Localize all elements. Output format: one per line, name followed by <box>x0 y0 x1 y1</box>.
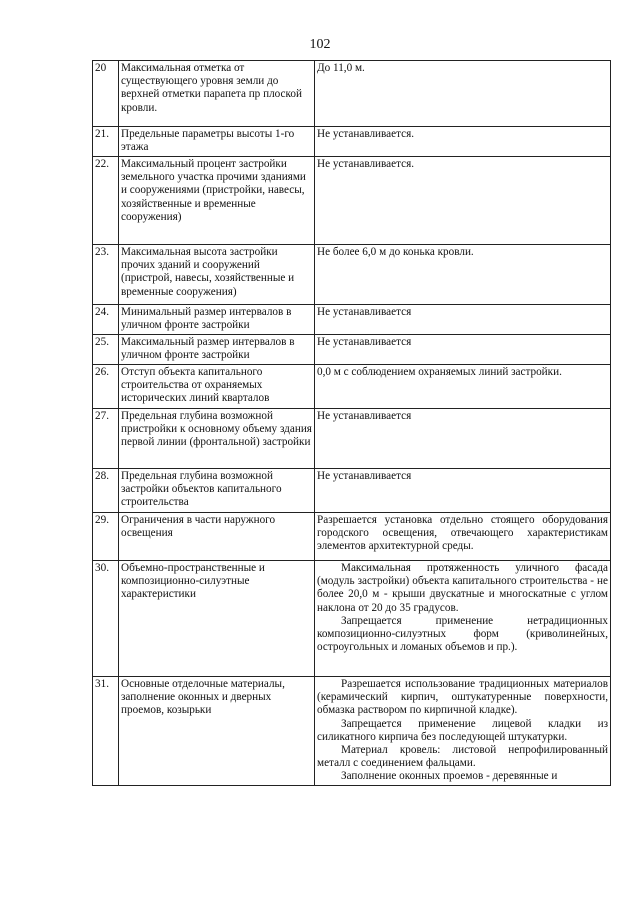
row-number: 23. <box>93 245 119 305</box>
value-paragraph: 0,0 м с соблюдением охраняемых линий застройки. <box>317 366 562 378</box>
parameter-value <box>315 335 611 365</box>
value-paragraph: Не устанавливается <box>317 470 412 482</box>
value-paragraph: Разрешается использование традиционных материалов (керамический кирпич, оштукатуренные поверхности, обмазка раствором по кирпичной кладке). <box>317 678 608 717</box>
row-number: 20 <box>93 61 119 127</box>
table-row <box>93 469 611 513</box>
row-number: 21. <box>93 127 119 157</box>
parameter-value <box>315 245 611 305</box>
row-number: 29. <box>93 513 119 561</box>
value-paragraph: Не более 6,0 м до конька кровли. <box>317 246 474 258</box>
scan-edge-marks <box>612 833 626 883</box>
parameter-name: Предельные параметры высоты 1-го этажа <box>119 127 315 157</box>
parameter-value <box>315 305 611 335</box>
parameter-value <box>315 127 611 157</box>
value-paragraph: Запрещается применение лицевой кладки из силикатного кирпича без последующей штукатурки. <box>317 717 608 743</box>
parameter-value <box>315 561 611 677</box>
parameter-name: Предельная глубина возможной застройки объектов капитального строительства <box>119 469 315 513</box>
table-row <box>93 409 611 469</box>
table-row <box>93 61 611 127</box>
parameter-value <box>315 157 611 245</box>
parameter-name: Предельная глубина возможной пристройки к основному объему здания первой линии (фронтальной) застройки <box>119 409 315 469</box>
value-paragraph: Максимальная протяженность уличного фасада (модуль застройки) объекта капитального строительства - не более 20,0 м - крыши двускатные и многоскатные с углом наклона от 20 до 35 градусов. <box>317 562 608 614</box>
row-number: 24. <box>93 305 119 335</box>
parameter-value <box>315 61 611 127</box>
parameter-name: Максимальная высота застройки прочих зданий и сооружений (пристрой, навесы, хозяйственные и временные сооружения) <box>119 245 315 305</box>
table-row <box>93 335 611 365</box>
table-body <box>93 61 611 786</box>
parameter-name: Минимальный размер интервалов в уличном фронте застройки <box>119 305 315 335</box>
parameter-value <box>315 677 611 786</box>
table-row <box>93 245 611 305</box>
row-number: 26. <box>93 365 119 409</box>
row-number: 27. <box>93 409 119 469</box>
parameter-name: Отступ объекта капитального строительства от охраняемых исторических линий кварталов <box>119 365 315 409</box>
row-number: 22. <box>93 157 119 245</box>
value-paragraph: Не устанавливается. <box>317 158 415 170</box>
table-row <box>93 561 611 677</box>
parameter-name: Ограничения в части наружного освещения <box>119 513 315 561</box>
regulations-table <box>92 60 611 786</box>
table-row <box>93 157 611 245</box>
parameter-value <box>315 365 611 409</box>
parameter-name: Объемно-пространственные и композиционно-силуэтные характеристики <box>119 561 315 677</box>
table-row <box>93 677 611 786</box>
value-paragraph: Материал кровель: листовой непрофилированный металл с соединением фальцами. <box>317 744 608 770</box>
parameter-value <box>315 409 611 469</box>
value-paragraph: Не устанавливается <box>317 306 412 318</box>
row-number: 30. <box>93 561 119 677</box>
row-number: 28. <box>93 469 119 513</box>
parameter-name: Максимальный процент застройки земельного участка прочими зданиями и сооружениями (пристройки, навесы, хозяйственные и временные сооружения) <box>119 157 315 245</box>
table-row <box>93 513 611 561</box>
value-paragraph: Не устанавливается. <box>317 128 415 140</box>
row-number: 31. <box>93 677 119 786</box>
parameter-value <box>315 469 611 513</box>
parameter-value <box>315 513 611 561</box>
value-paragraph: Запрещается применение нетрадиционных композиционно-силуэтных форм (криволинейных, остроугольных и ломаных объемов и пр.). <box>317 614 608 654</box>
row-number: 25. <box>93 335 119 365</box>
parameter-name: Максимальный размер интервалов в уличном фронте застройки <box>119 335 315 365</box>
page-number: 102 <box>309 37 331 52</box>
value-paragraph: Заполнение оконных проемов - деревянные и <box>341 770 558 783</box>
value-paragraph: До 11,0 м. <box>317 62 365 74</box>
value-paragraph: Не устанавливается <box>317 410 412 422</box>
table-row <box>93 305 611 335</box>
value-paragraph: Разрешается установка отдельно стоящего оборудования городского освещения, отвечающего характеристикам элементов архитектурной среды. <box>317 514 608 553</box>
parameter-name: Основные отделочные материалы, заполнение оконных и дверных проемов, козырьки <box>119 677 315 786</box>
table-row <box>93 365 611 409</box>
table-row <box>93 127 611 157</box>
value-paragraph: Не устанавливается <box>317 336 412 348</box>
parameter-name: Максимальная отметка от существующего уровня земли до верхней отметки парапета пр плоской кровли. <box>119 61 315 127</box>
